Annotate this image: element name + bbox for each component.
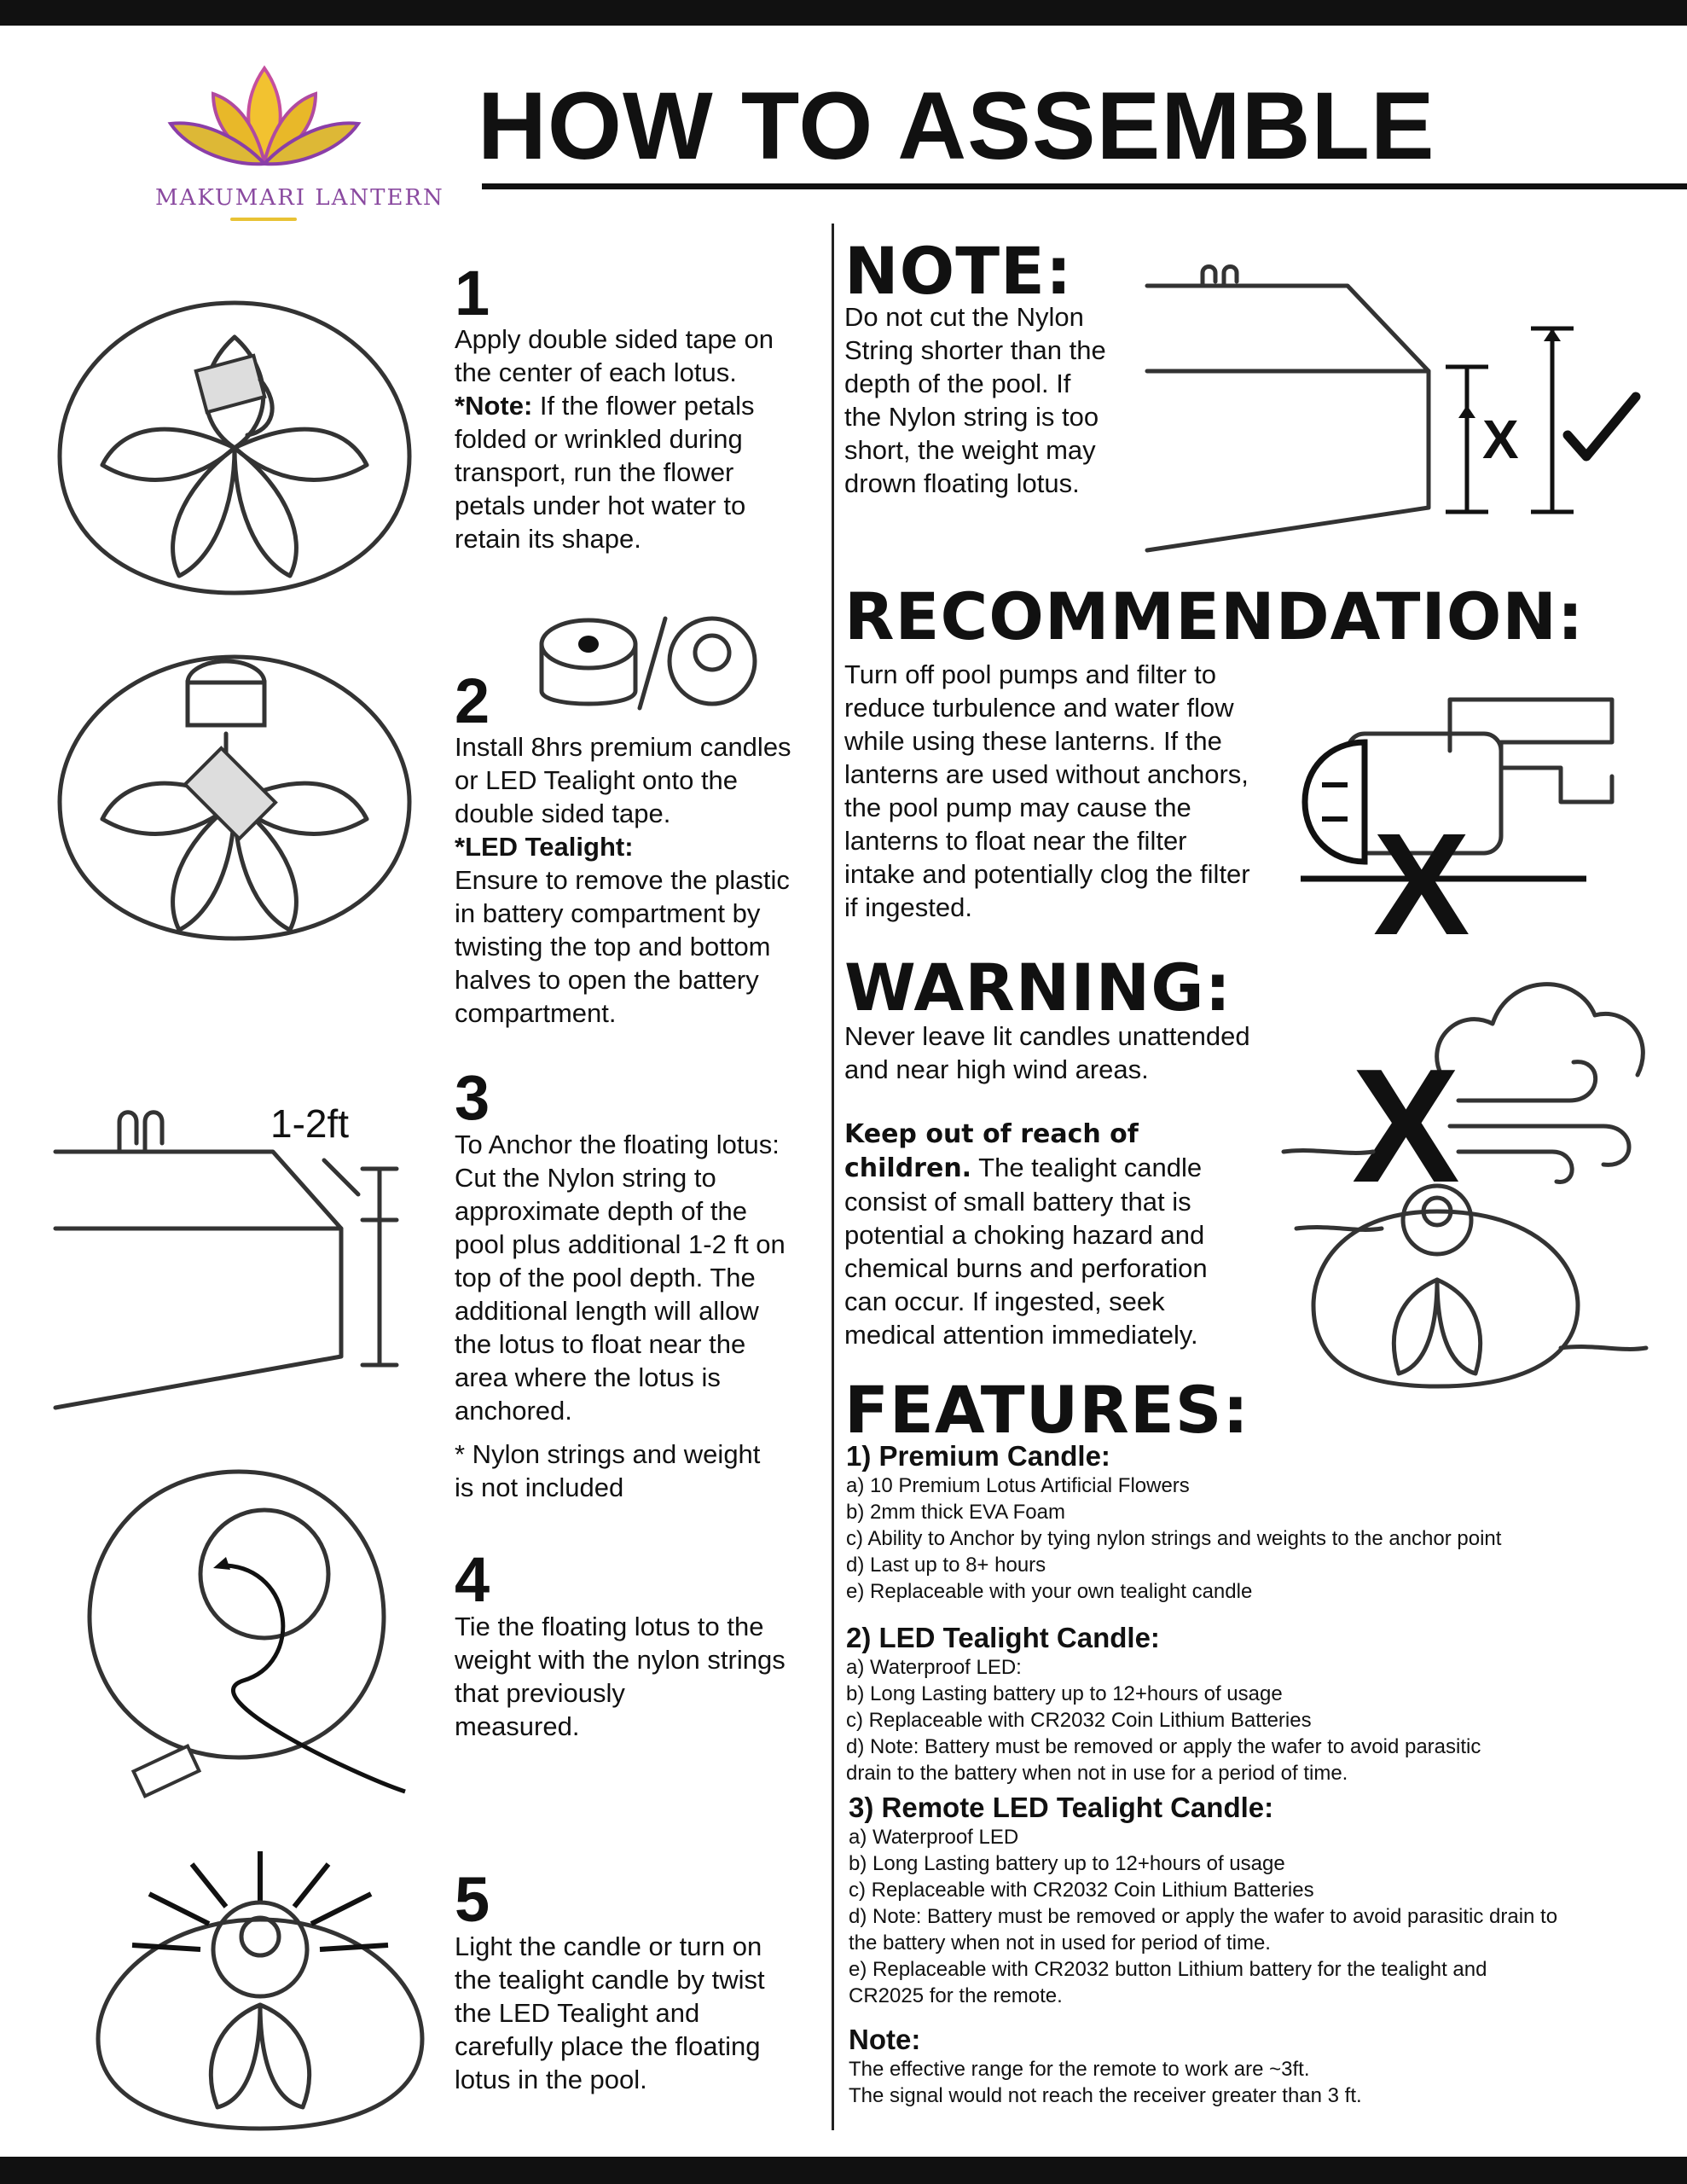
lotus-logo-icon <box>162 60 367 179</box>
step-2-text: Install 8hrs premium candles or LED Tealight onto the double sided tape. *LED Tealight: Ensure to remove the plastic in battery compartment by twisting the top and bottom halves to open the battery compartment. <box>455 732 791 1028</box>
step-1-number: 1 <box>455 258 490 328</box>
warning-text: Never leave lit candles unattended and near high wind areas. <box>844 1021 1250 1084</box>
svg-text:X: X <box>1482 409 1519 470</box>
list-item: c) Replaceable with CR2032 Coin Lithium Batteries <box>849 1879 1314 1902</box>
recommendation-heading: RECOMMENDATION: <box>844 578 1585 654</box>
list-item: b) Long Lasting battery up to 12+hours of usage <box>849 1852 1285 1875</box>
top-border <box>0 0 1687 26</box>
list-item: a) Waterproof LED: <box>846 1656 1022 1679</box>
step-1-text: Apply double sided tape on the center of each lotus. *Note: If the flower petals folded or wrinkled during transport, run the flower petals under hot water to retain its shape. <box>455 324 774 554</box>
list-item: d) Note: Battery must be removed or apply the wafer to avoid parasitic drain to <box>849 1905 1558 1928</box>
logo-underline <box>230 218 297 221</box>
list-item: the battery when not in used for period of time. <box>849 1931 1271 1955</box>
step-5-text: Light the candle or turn on the tealight candle by twist the LED Tealight and carefully place the floating lotus in the pool. <box>455 1931 765 2094</box>
lotus-weight-illustration-icon <box>81 1467 439 1792</box>
feature-group-3 <box>849 1792 1616 2009</box>
remote-note-line: The effective range for the remote to work are ~3ft. <box>849 2058 1310 2081</box>
feature-group-3-title: 3) Remote LED Tealight Candle: <box>849 1792 1274 1823</box>
bottom-border <box>0 2157 1687 2184</box>
svg-text:X: X <box>1373 804 1470 966</box>
title-rule <box>482 183 1687 189</box>
lotus-candle-illustration-icon <box>51 640 418 947</box>
list-item: a) 10 Premium Lotus Artificial Flowers <box>846 1474 1190 1497</box>
note-heading: NOTE: <box>844 233 1073 309</box>
depth-label: 1-2ft <box>270 1101 350 1146</box>
lit-lotus-illustration-icon <box>81 1851 439 2133</box>
remote-note <box>849 2024 1616 2109</box>
list-item: c) Replaceable with CR2032 Coin Lithium Batteries <box>846 1709 1312 1732</box>
features-heading: FEATURES: <box>844 1372 1249 1448</box>
recommendation-text: Turn off pool pumps and filter to reduce turbulence and water flow while using these lanterns. If the lanterns are used without anchors, the pool pump may cause the lanterns to float near the filter intake and potentially clog the filter if ingested. <box>844 659 1250 922</box>
remote-note-line: The signal would not reach the receiver greater than 3 ft. <box>849 2084 1362 2107</box>
feature-group-2 <box>846 1622 1614 1786</box>
step-3-text: To Anchor the floating lotus: Cut the Nylon string to approximate depth of the pool plus additional 1-2 ft on top of the pool depth. The additional length will allow the lotus to float near the area where the lotus is anchored. <box>455 1130 786 1426</box>
list-item: CR2025 for the remote. <box>849 1984 1063 2007</box>
list-item: e) Replaceable with CR2032 button Lithium battery for the tealight and <box>849 1958 1487 1981</box>
pool-string-length-icon <box>1143 269 1655 559</box>
list-item: a) Waterproof LED <box>849 1826 1019 1849</box>
warning-heading: WARNING: <box>844 950 1232 1025</box>
list-item: b) 2mm thick EVA Foam <box>846 1501 1065 1524</box>
list-item: d) Last up to 8+ hours <box>846 1554 1046 1577</box>
step-4-text: Tie the floating lotus to the weight with the nylon strings that previously measured. <box>455 1612 786 1741</box>
feature-group-1-title: 1) Premium Candle: <box>846 1440 1110 1472</box>
feature-group-2-title: 2) LED Tealight Candle: <box>846 1622 1160 1653</box>
remote-note-title: Note: <box>849 2024 921 2055</box>
list-item: b) Long Lasting battery up to 12+hours of usage <box>846 1682 1283 1705</box>
keep-out-text: Keep out of reach of children. The tealight candle consist of small battery that is potential a choking hazard and chemical burns and perforation can occur. If ingested, seek medical attention immediately. <box>844 1119 1208 1350</box>
step-3-number: 3 <box>455 1062 490 1133</box>
step-3-footnote: * Nylon strings and weight is not included <box>455 1439 761 1502</box>
feature-group-1 <box>846 1440 1614 1605</box>
svg-text:X: X <box>1352 1036 1460 1217</box>
pool-depth-illustration-icon <box>51 1101 443 1425</box>
brand-logo-text: MAKUMARI LANTERN <box>155 185 444 211</box>
list-item: d) Note: Battery must be removed or apply the wafer to avoid parasitic <box>846 1735 1481 1758</box>
pool-pump-crossed-icon <box>1296 682 1620 966</box>
step-5-number: 5 <box>455 1864 490 1935</box>
tealight-candle-icon <box>537 614 759 717</box>
list-item: drain to the battery when not in use for a period of time. <box>846 1762 1348 1785</box>
list-item: e) Replaceable with your own tealight candle <box>846 1580 1253 1603</box>
step-4-number: 4 <box>455 1544 490 1615</box>
wind-crossed-lotus-icon <box>1279 956 1655 1399</box>
list-item: c) Ability to Anchor by tying nylon strings and weights to the anchor point <box>846 1527 1502 1550</box>
step-2-number: 2 <box>455 665 490 736</box>
column-divider <box>832 224 834 2130</box>
page-title: HOW TO ASSEMBLE <box>478 73 1435 179</box>
lotus-tape-illustration-icon <box>51 286 418 601</box>
note-text: Do not cut the Nylon String shorter than the depth of the pool. If the Nylon string is too short, the weight may drown floating lotus. <box>844 302 1106 498</box>
